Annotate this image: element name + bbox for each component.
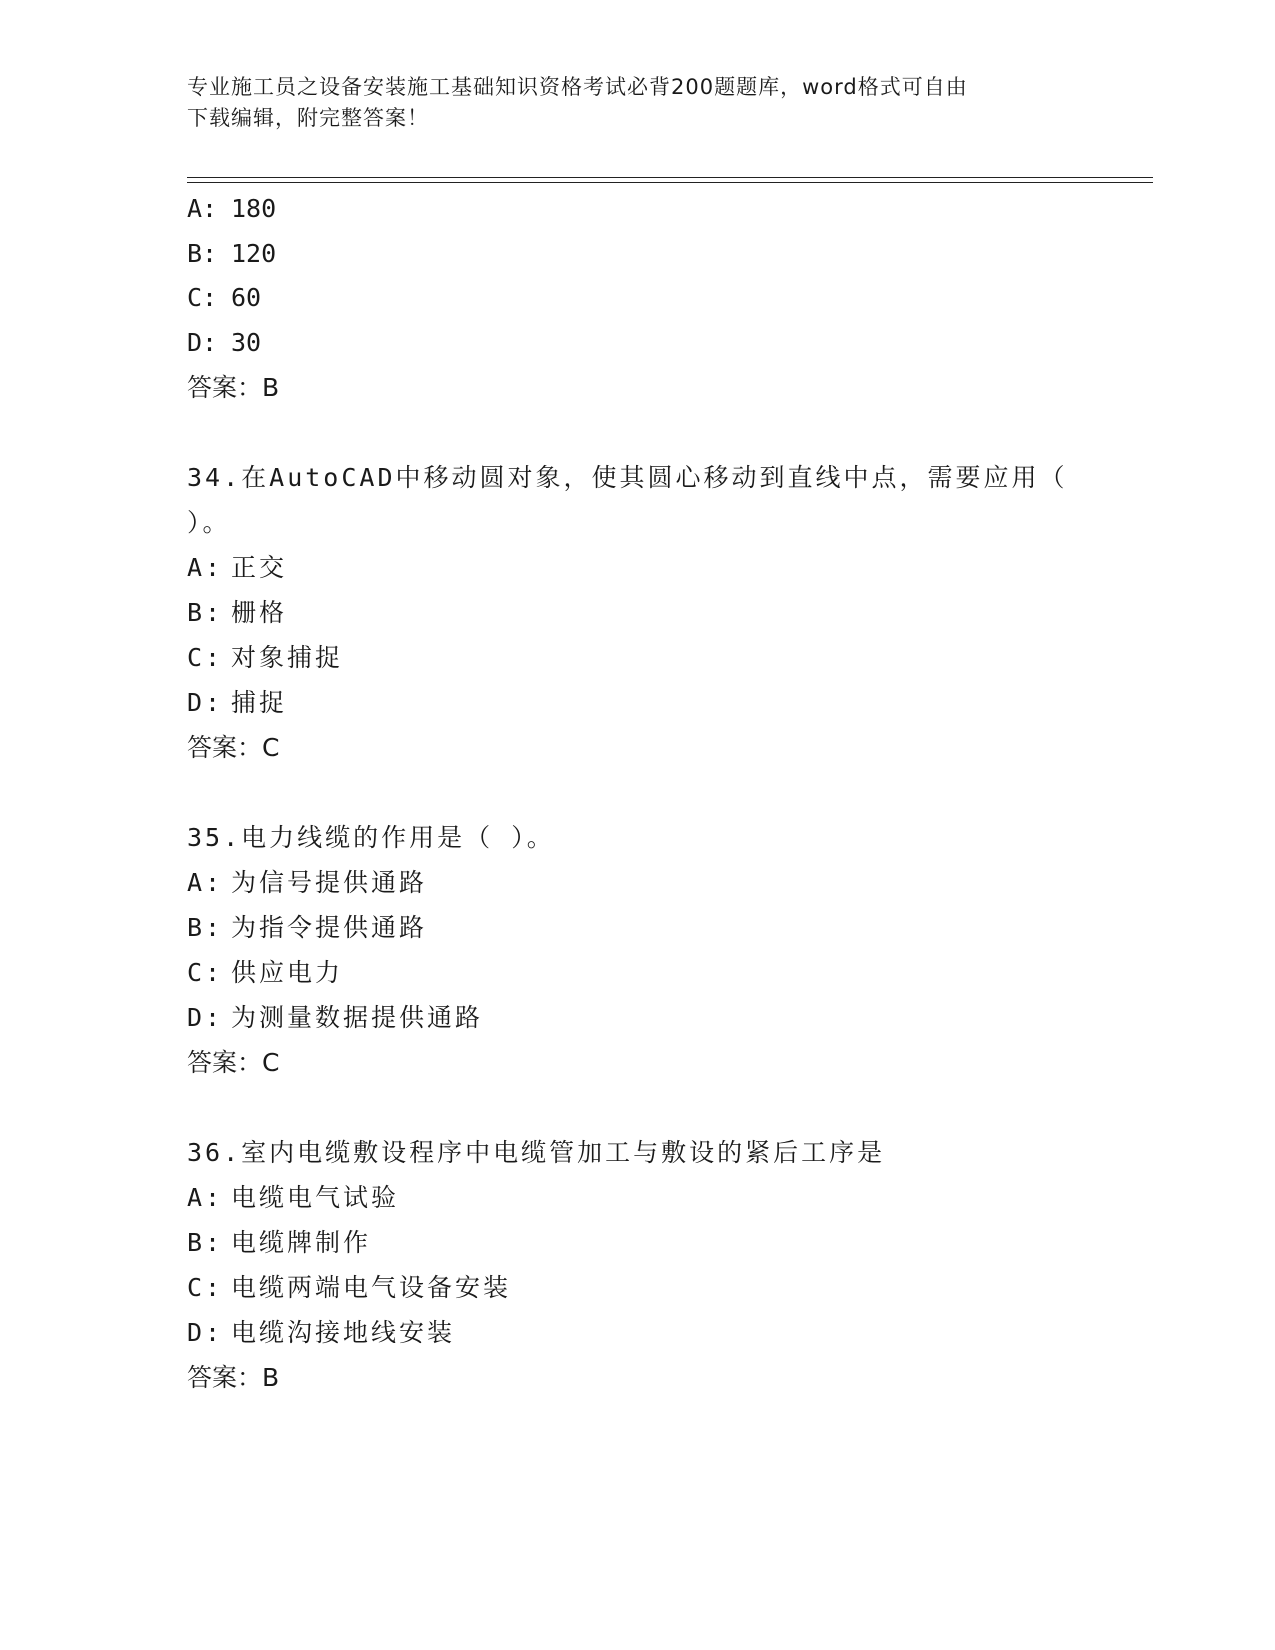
header-line-1: 专业施工员之设备安装施工基础知识资格考试必背200题题库，word格式可自由 xyxy=(187,75,968,99)
q36-option-b: B: 电缆牌制作 xyxy=(187,1228,372,1257)
q34-option-d: D: 捕捉 xyxy=(187,688,288,717)
q36-option-c: C: 电缆两端电气设备安装 xyxy=(187,1273,512,1302)
q36-stem-line-1: 36.室内电缆敷设程序中电缆管加工与敷设的紧后工序是 xyxy=(187,1138,886,1167)
q35-stem-line-1: 35.电力线缆的作用是（ ）。 xyxy=(187,823,555,852)
document-header xyxy=(187,72,1087,134)
q33-option-a: A: 180 xyxy=(187,194,277,223)
q35-answer: 答案：C xyxy=(187,1048,280,1077)
q35-option-d: D: 为测量数据提供通路 xyxy=(187,1003,484,1032)
q34-option-b: B: 栅格 xyxy=(187,598,288,627)
q35-option-b: B: 为指令提供通路 xyxy=(187,913,428,942)
q34-option-c: C: 对象捕捉 xyxy=(187,643,344,672)
q34-stem-line-1: 34.在AutoCAD中移动圆对象，使其圆心移动到直线中点，需要应用（ xyxy=(187,463,1068,492)
q36-option-a: A: 电缆电气试验 xyxy=(187,1183,400,1212)
q35-option-a: A: 为信号提供通路 xyxy=(187,868,428,897)
header-line-2: 下载编辑，附完整答案！ xyxy=(187,106,429,130)
q34-stem-line-2: ）。 xyxy=(187,508,231,537)
q35-option-c: C: 供应电力 xyxy=(187,958,344,987)
q33-option-d: D: 30 xyxy=(187,328,262,357)
q33-option-c: C: 60 xyxy=(187,283,262,312)
q33-option-b: B: 120 xyxy=(187,239,277,268)
q34-answer: 答案：C xyxy=(187,733,280,762)
header-rule-bottom xyxy=(187,182,1153,183)
q34-option-a: A: 正交 xyxy=(187,553,288,582)
q33-answer: 答案：B xyxy=(187,373,280,402)
q36-answer: 答案：B xyxy=(187,1363,280,1392)
header-rule-top xyxy=(187,177,1153,178)
q36-option-d: D: 电缆沟接地线安装 xyxy=(187,1318,456,1347)
